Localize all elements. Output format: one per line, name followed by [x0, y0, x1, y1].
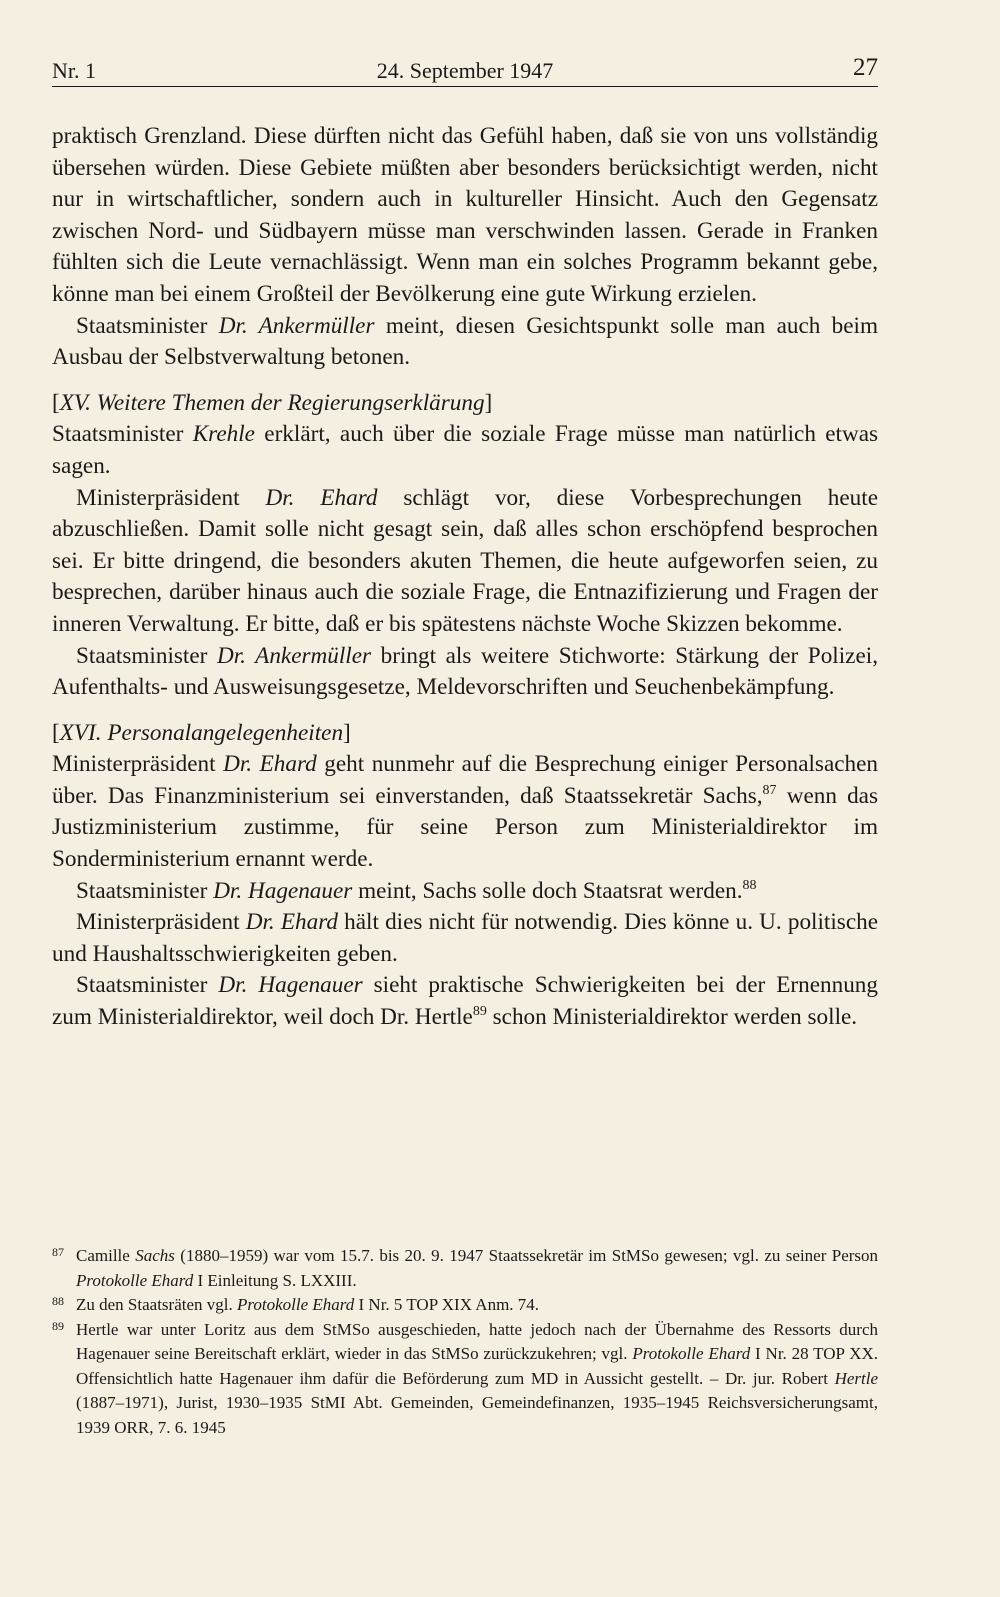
speaker-name: Dr. Ehard: [245, 909, 338, 936]
speaker-name: Dr. Ankermüller: [216, 642, 372, 669]
footnote-ref[interactable]: 88: [742, 877, 757, 893]
speaker-name: Dr. Ankermüller: [218, 312, 375, 339]
issue-number: Nr. 1: [52, 58, 96, 83]
section-heading: [XV. Weitere Themen der Regierungserklärung]: [52, 389, 493, 416]
session-date: 24. September 1947: [376, 58, 554, 83]
footnote-ref[interactable]: 87: [762, 782, 777, 798]
speaker-name: Dr. Hagenauer: [218, 972, 363, 999]
paragraph: Staatsminister Dr. Hagenauer sieht praktische Schwierigkeiten bei der Ernennung zum Ministerialdirektor, weil doch Dr. Hertle$^{89}$ schon Ministerialdirektor werden solle.: [52, 972, 878, 1031]
footnote-88: 88 Zu den Staatsräten vgl. Protokolle Ehard I Nr. 5 TOP XIX Anm. 74.: [52, 1293, 878, 1318]
main-text: [52, 121, 878, 1034]
paragraph: Ministerpräsident Dr. Ehard hält dies nicht für notwendig. Dies könne u. U. politische und Haushaltsschwierigkeiten geben.: [52, 909, 879, 967]
speaker-name: Krehle: [192, 421, 255, 448]
paragraph: Ministerpräsident Dr. Ehard schlägt vor, diese Vorbesprechungen heute abzuschließen. Damit solle nicht gesagt sein, daß alles schon erschöpfend besprochen sei. Er bitte dringend, die besonders akuten Themen, die heute aufgeworfen seien, zu besprechen, darüber hinaus auch die soziale Frage, die Entnazifizierung und Fragen der inneren Verwaltung. Er bitte, daß er bis spätestens nächste Woche Skizzen bekomme.: [52, 484, 879, 637]
footnote-87: 87 Camille Sachs (1880–1959) war vom 15.7. bis 20. 9. 1947 Staatssekretär im StMSo gewesen; vgl. zu seiner Person Protokolle Ehard I Einleitung S. LXXIII.: [52, 1244, 878, 1293]
footnote-number: 88: [52, 1294, 64, 1308]
paragraph: Staatsminister Dr. Ankermüller meint, diesen Gesichtspunkt solle man auch beim Ausbau der Selbstverwaltung betonen.: [52, 312, 879, 371]
speaker-name: Dr. Ehard: [223, 751, 317, 778]
footnote-89: 89 Hertle war unter Loritz aus dem StMSo ausgeschieden, hatte jedoch nach der Übernahme des Ressorts durch Hagenauer seine Bereitschaft erklärt, wieder in das StMSo zurückzukehren; vgl. Protokolle Ehard I Nr. 28 TOP XX. Offensichtlich hatte Hagenauer ihm dafür die Beförderung zum MD in Aussicht gestellt. – Dr. jur. Robert Hertle (1887–1971), Jurist, 1930–1935 StMI Abt. Gemeinden, Gemeindefinanzen, 1935–1945 Reichsversicherungsamt, 1939 ORR, 7. 6. 1945: [52, 1318, 878, 1441]
footnote-number: 89: [52, 1318, 64, 1333]
footnotes: [52, 1244, 878, 1440]
paragraph: Staatsminister Dr. Hagenauer meint, Sachs solle doch Staatsrat werden.$^{88}$: [76, 877, 757, 904]
paragraph: Staatsminister Dr. Ankermüller bringt als weitere Stichworte: Stärkung der Polizei, Aufenthalts- und Ausweisungsgesetze, Meldevorschriften und Seuchenbekämpfung.: [52, 642, 879, 701]
section-heading: [XVI. Personalangelegenheiten]: [52, 719, 351, 746]
paragraph: Ministerpräsident Dr. Ehard geht nunmehr auf die Besprechung einiger Personalsachen über. Das Finanzministerium sei einverstanden, daß Staatssekretär Sachs,$^{87}$ wenn das Justizministerium zustimme, für seine Person zum Ministerialdirektor im Sonderministerium ernannt werde.: [52, 751, 879, 873]
paragraph: praktisch Grenzland. Diese dürften nicht das Gefühl haben, daß sie von uns vollständig übersehen würden. Diese Gebiete müßten aber besonders berücksichtigt werden, nicht nur in wirtschaftlicher, sondern auch in kultureller Hinsicht. Auch den Gegensatz zwischen Nord- und Südbayern müsse man verschwinden lassen. Gerade in Franken fühlten sich die Leute vernachlässigt. Wenn man ein solches Programm bekannt gebe, könne man bei einem Großteil der Bevölkerung eine gute Wirkung erzielen.: [52, 123, 878, 307]
paragraph: Staatsminister Krehle erklärt, auch über die soziale Frage müsse man natürlich etwas sagen.: [52, 421, 879, 479]
page-number: 27: [853, 54, 878, 81]
document-page: [52, 52, 878, 1034]
footnote-ref[interactable]: 89: [472, 1004, 487, 1020]
footnote-number: 87: [52, 1245, 64, 1259]
speaker-name: Dr. Ehard: [265, 484, 378, 511]
running-head: [52, 52, 878, 87]
speaker-name: Dr. Hagenauer: [213, 877, 353, 904]
